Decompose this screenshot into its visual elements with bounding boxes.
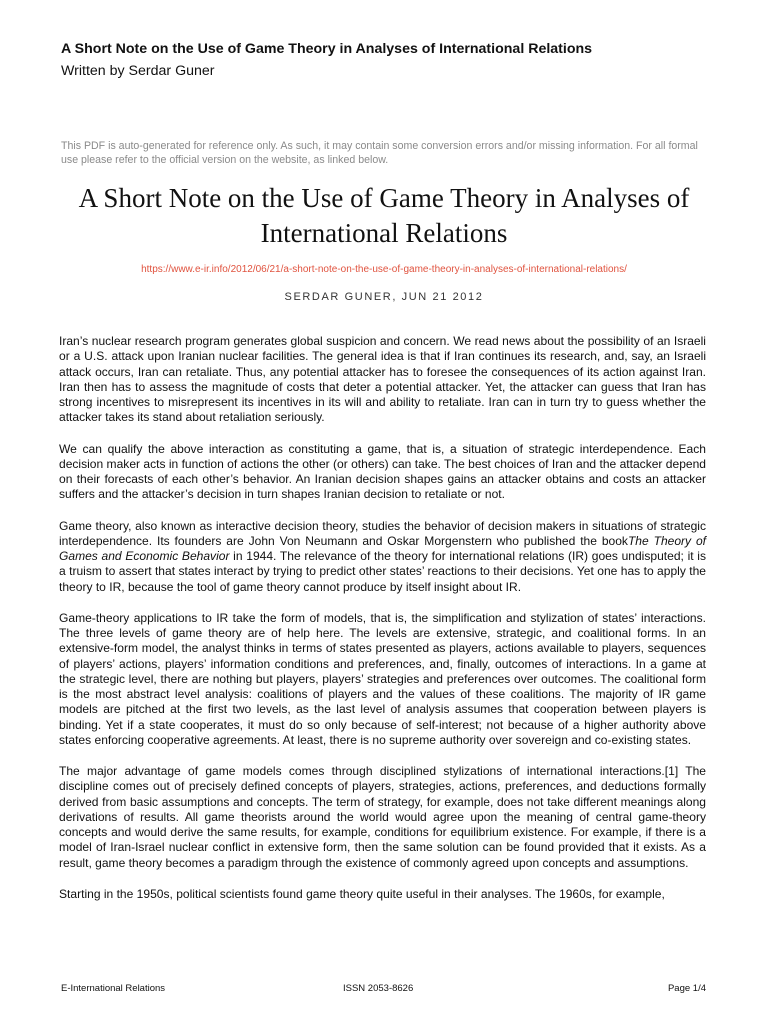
paragraph: Starting in the 1950s, political scientists found game theory quite useful in their analyses. The 1960s, for example, [59,886,665,901]
article-body [59,334,706,902]
book-title: The Theory of Games and Economic Behavior [59,533,706,563]
paragraph-text: in 1944. The relevance of the theory for international relations (IR) goes undisputed; it is a truism to assert that states interact by trying to predict other states’ reactions to their decisions. Yet one has to apply the theory to IR, because the tool of game theory cannot produce by itself insight about IR. [59,549,707,594]
paragraph-with-book-title [59,519,706,595]
running-header-author: Written by Serdar Guner [61,63,215,79]
footer-issn: ISSN 2053-8626 [343,983,414,994]
paragraph: The major advantage of game models comes through disciplined stylizations of international interactions.[1] The discipline comes out of precisely defined concepts of players, strategies, actions, preferences, and deductions formally derived from basic assumptions and concepts. The term of strategy, for example, does not take different meanings along derivations of results. All game theorists around the world would agree upon the meaning of central game-theory concepts and would derive the same results, for example, conditions for equilibrium existence. For example, if there is a model of Iran-Israel nuclear conflict in extensive form, then the same solution can be found provided that it exists. As a result, game theory becomes a paradigm through the existence of commonly agreed upon concepts and assumptions. [59,764,706,870]
paragraph-text: Game theory, also known as interactive decision theory, studies the behavior of decision makers in situations of strategic interdependence. Its founders are John Von Neumann and Oskar Morgenstern who published the book [59,518,706,548]
disclaimer-note: This PDF is auto-generated for reference only. As such, it may contain some conversion errors and/or missing information. For all formal use please refer to the official version on the website, as linked below. [61,140,698,166]
article-title: A Short Note on the Use of Game Theory in Analyses of International Relations [78,183,690,248]
article-url-link[interactable]: https://www.e-ir.info/2012/06/21/a-short-note-on-the-use-of-game-theory-in-analyses-of-international-relations/ [141,264,627,275]
running-header-title: A Short Note on the Use of Game Theory in Analyses of International Relations [61,41,593,57]
paragraph: We can qualify the above interaction as constituting a game, that is, a situation of strategic interdependence. Each decision maker acts in function of actions the other (or others) can take. The best choices of Iran and the attacker depend on their forecasts of each other’s behavior. An Iranian decision shapes gains an attacker obtains and costs an attacker suffers and the attacker’s decision in turn shapes Iranian decision to retaliate or not. [59,441,706,502]
footer-page-number: Page 1/4 [667,983,706,994]
paragraph: Iran’s nuclear research program generates global suspicion and concern. We read news about the possibility of an Israeli or a U.S. attack upon Iranian nuclear facilities. The general idea is that if Iran continues its research, and, say, an Israeli attack occurs, Iran can retaliate. Thus, any potential attacker has to foresee the consequences of its action against Iran. Iran then has to assess the magnitude of costs that deter a potential attacker. Yet, the attacker can guess that Iran has strong incentives to misrepresent its incentives in its will and ability to retaliate. Iran can in turn try to guess whether the attacker takes its stand about retaliation seriously. [59,334,706,425]
footer-publisher: E-International Relations [61,983,166,994]
article-byline: SERDAR GUNER, JUN 21 2012 [284,291,484,303]
paragraph: Game-theory applications to IR take the form of models, that is, the simplification and stylization of states’ interactions. The three levels of game theory are of help here. The levels are extensive, strategic, and coalitional forms. In an extensive-form model, the analyst thinks in terms of states presented as players, actions available to players, sequences of players’ actions, players’ information conditions and preferences, and, finally, outcomes of interactions. In a game at the strategic level, there are nothing but players, players’ strategies and preferences over outcomes. The coalitional form is the most abstract level analysis: coalitions of players and the values of these coalitions. The majority of IR game models are pitched at the first two levels, as the last level of analysis assumes that cooperation between players is binding. Yet if a state cooperates, it must do so only because of self-interest; not because of a higher authority above states enforcing cooperative agreements. At least, there is no supreme authority over sovereign and co-existing states. [59,610,706,747]
